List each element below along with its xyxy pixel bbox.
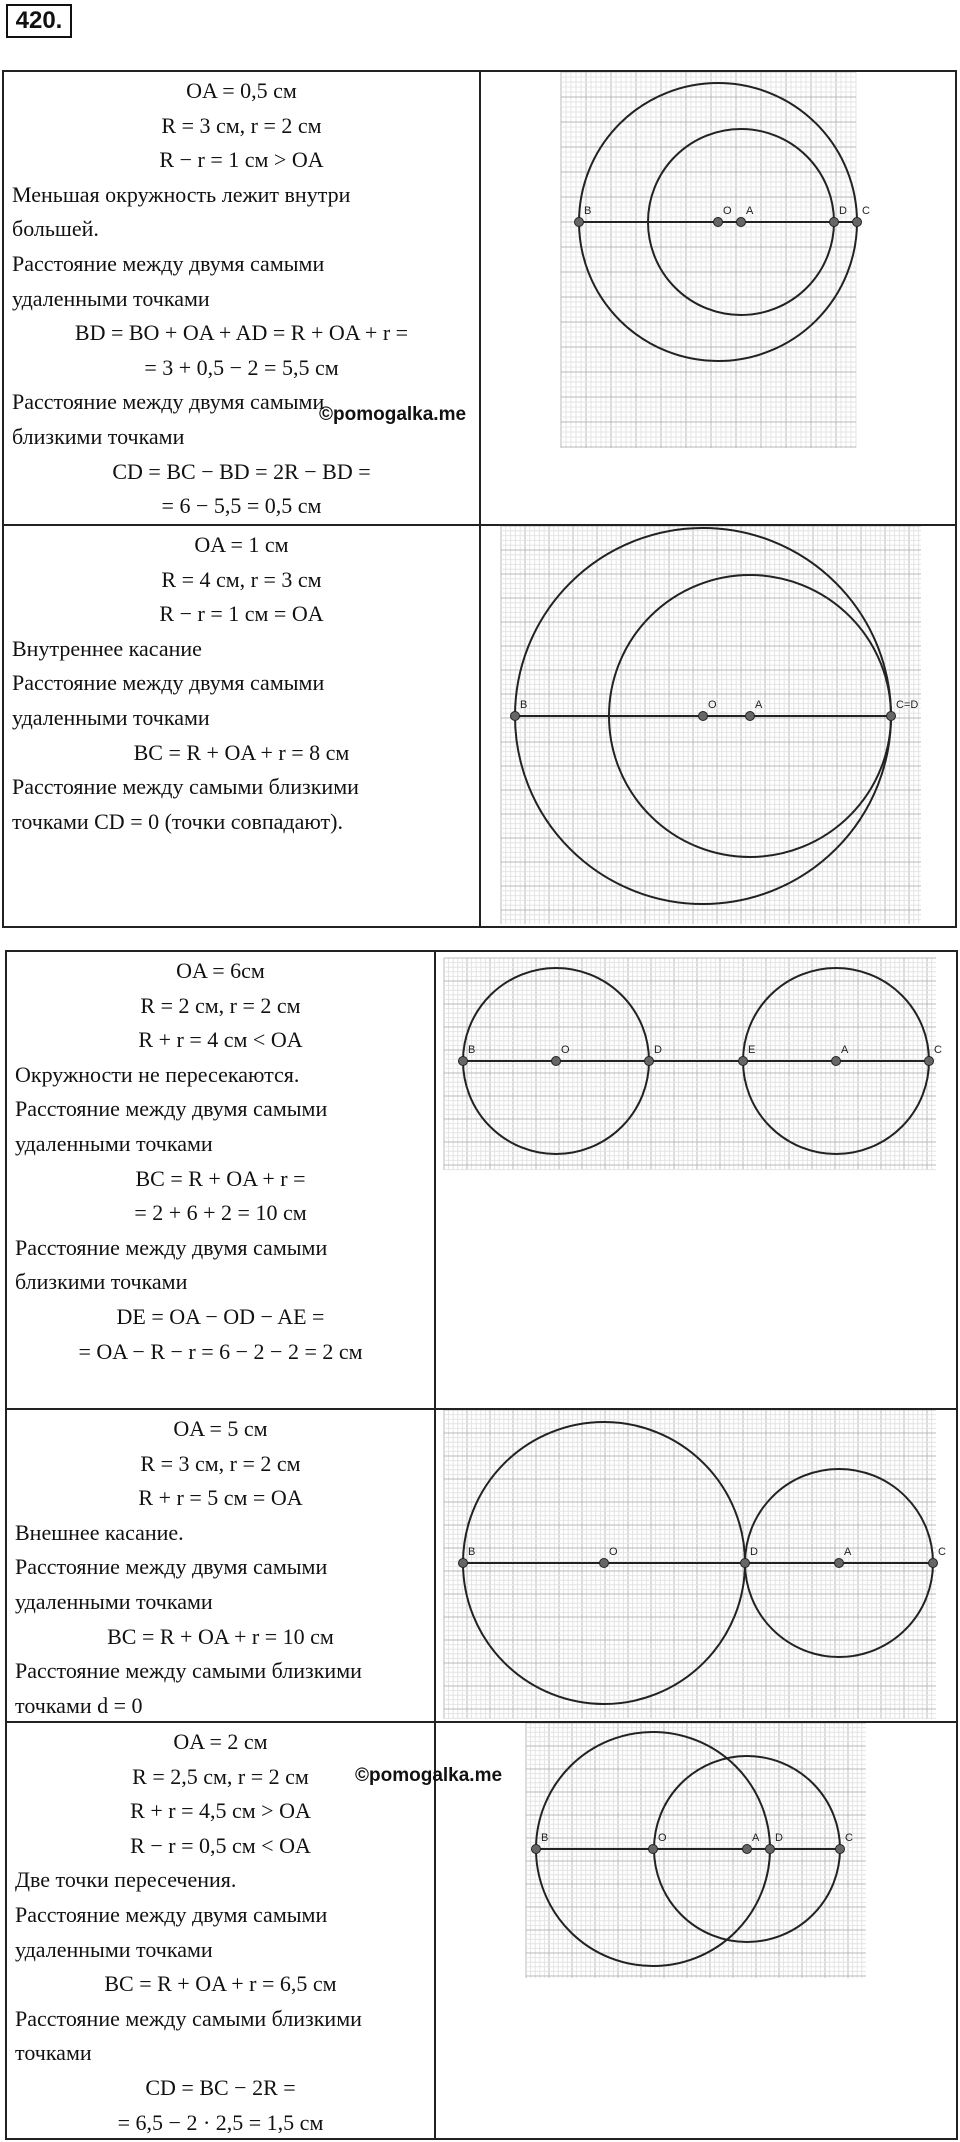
formula-line: R − r = 0,5 см < OA <box>130 1832 311 1858</box>
formula-line: R − r = 1 см = OA <box>159 601 324 627</box>
text-line: Меньшая окружность лежит внутри <box>12 181 351 207</box>
point-label: E <box>748 1044 756 1056</box>
point-label: O <box>708 699 717 711</box>
task-number: 420. <box>6 4 72 38</box>
table-2 <box>5 950 958 2140</box>
text-line: Расстояние между двумя самыми <box>15 1554 328 1580</box>
formula-line: = 6,5 − 2 · 2,5 = 1,5 см <box>117 2109 324 2135</box>
point-marker <box>552 1057 561 1066</box>
table-1 <box>2 70 957 928</box>
formula-line: OA = 5 см <box>173 1416 268 1441</box>
point-label: C=D <box>896 699 919 711</box>
formula-line: BC = R + OA + r = <box>135 1165 306 1191</box>
point-label: B <box>584 205 592 217</box>
case-2-drawing <box>481 526 955 926</box>
case-2-lines <box>12 528 471 839</box>
point-label: D <box>750 1546 758 1558</box>
point-label: B <box>468 1546 476 1558</box>
formula-line: CD = BC − 2R = <box>145 2074 296 2100</box>
grid <box>501 526 921 924</box>
case-4-drawing <box>436 1410 956 1721</box>
case-row-2 <box>4 524 955 926</box>
case-3-lines <box>15 954 426 1369</box>
text-line: Расстояние между двумя самыми <box>15 1901 328 1927</box>
point-marker <box>714 218 723 227</box>
point-marker <box>741 1559 750 1568</box>
formula-line: CD = BC − BD = 2R − BD = <box>112 458 371 484</box>
text-line: Внутреннее касание <box>12 635 202 661</box>
formula-line: = 6 − 5,5 = 0,5 см <box>161 493 322 519</box>
text-line: точками <box>15 2040 92 2066</box>
text-line: Окружности не пересекаются. <box>15 1061 300 1087</box>
point-label: C <box>938 1546 946 1558</box>
case-row-1 <box>4 72 955 524</box>
formula-line: OA = 6см <box>176 958 265 983</box>
point-marker <box>459 1559 468 1568</box>
text-line: близкими точками <box>12 423 185 449</box>
case-2-figure <box>481 526 955 926</box>
case-1-lines <box>12 74 471 524</box>
formula-line: OA = 1 см <box>194 532 289 557</box>
formula-line: R = 3 см, r = 2 см <box>140 1450 301 1476</box>
case-5-drawing <box>436 1723 956 2138</box>
point-marker <box>746 712 755 721</box>
point-label: D <box>775 1832 783 1844</box>
case-row-3 <box>7 952 956 1408</box>
case-row-5 <box>7 1721 956 2138</box>
formula-line: DE = OA − OD − AE = <box>116 1303 325 1329</box>
formula-line: BC = R + OA + r = 6,5 см <box>104 1971 337 1997</box>
point-marker <box>766 1845 775 1854</box>
text-line: Расстояние между самыми близкими <box>15 2005 362 2031</box>
point-marker <box>830 218 839 227</box>
text-line: Расстояние между самыми близкими <box>12 774 359 800</box>
text-line: Расстояние между самыми близкими <box>15 1658 362 1684</box>
formula-line: R + r = 4,5 см > OA <box>130 1798 311 1824</box>
point-label: D <box>654 1044 662 1056</box>
point-label: B <box>520 699 528 711</box>
case-2-text <box>4 526 481 926</box>
watermark: ©pomogalka.me <box>355 1765 503 1786</box>
text-line: удаленными точками <box>15 1130 213 1156</box>
case-row-4 <box>7 1408 956 1721</box>
point-marker <box>929 1559 938 1568</box>
point-label: O <box>723 205 732 217</box>
text-line: Расстояние между двумя самыми <box>15 1234 328 1260</box>
text-line: удаленными точками <box>12 704 210 730</box>
case-4-lines <box>15 1412 426 1723</box>
text-line: точками d = 0 <box>15 1692 143 1718</box>
point-marker <box>649 1845 658 1854</box>
case-4-figure <box>436 1410 956 1721</box>
point-marker <box>836 1845 845 1854</box>
formula-line: BC = R + OA + r = 8 см <box>133 739 350 765</box>
point-label: O <box>561 1044 570 1056</box>
point-marker <box>645 1057 654 1066</box>
text-line: точками CD = 0 (точки совпадают). <box>12 808 343 834</box>
point-marker <box>743 1845 752 1854</box>
point-marker <box>699 712 708 721</box>
formula-line: = 2 + 6 + 2 = 10 см <box>134 1200 307 1226</box>
point-marker <box>575 218 584 227</box>
point-marker <box>832 1057 841 1066</box>
point-label: A <box>746 205 754 217</box>
formula-line: R + r = 5 см = OA <box>138 1485 303 1511</box>
formula-line: = 3 + 0,5 − 2 = 5,5 см <box>144 354 339 380</box>
text-line: Расстояние между двумя самыми <box>12 389 325 415</box>
point-label: C <box>934 1044 942 1056</box>
case-4-text <box>7 1410 436 1721</box>
case-1-text <box>4 72 481 524</box>
point-marker <box>925 1057 934 1066</box>
case-5-lines <box>15 1725 426 2140</box>
point-marker <box>853 218 862 227</box>
formula-line: R = 4 см, r = 3 см <box>161 566 322 592</box>
grid <box>561 72 856 448</box>
text-line: удаленными точками <box>15 1936 213 1962</box>
formula-line: R − r = 1 см > OA <box>159 147 324 173</box>
point-marker <box>459 1057 468 1066</box>
point-marker <box>532 1845 541 1854</box>
point-label: O <box>609 1546 618 1558</box>
case-3-text <box>7 952 436 1408</box>
formula-line: R = 2 см, r = 2 см <box>140 992 301 1018</box>
point-label: A <box>841 1044 849 1056</box>
case-5-figure <box>355 1723 956 2138</box>
watermark: ©pomogalka.me <box>319 404 467 425</box>
text-line: близкими точками <box>15 1269 188 1295</box>
text-line: удаленными точками <box>15 1588 213 1614</box>
case-3-figure <box>436 952 956 1408</box>
text-line: Две точки пересечения. <box>15 1867 237 1893</box>
case-3-drawing <box>436 952 956 1408</box>
text-line: большей. <box>12 216 99 242</box>
point-label: B <box>541 1832 549 1844</box>
text-line: Расстояние между двумя самыми <box>12 670 325 696</box>
point-label: C <box>862 205 870 217</box>
point-label: O <box>658 1832 667 1844</box>
point-marker <box>739 1057 748 1066</box>
point-label: A <box>755 699 763 711</box>
text-line: Расстояние между двумя самыми <box>15 1096 328 1122</box>
point-marker <box>737 218 746 227</box>
case-1-figure <box>319 72 955 524</box>
point-label: C <box>845 1832 853 1844</box>
point-label: A <box>752 1832 760 1844</box>
point-marker <box>887 712 896 721</box>
point-marker <box>600 1559 609 1568</box>
text-line: Внешнее касание. <box>15 1519 184 1545</box>
formula-line: R + r = 4 см < OA <box>138 1027 303 1053</box>
grid <box>444 958 936 1170</box>
grid <box>444 1410 936 1719</box>
text-line: удаленными точками <box>12 285 210 311</box>
point-label: D <box>839 205 847 217</box>
formula-line: R = 2,5 см, r = 2 см <box>132 1763 309 1789</box>
points <box>511 699 919 721</box>
formula-line: BC = R + OA + r = 10 см <box>107 1623 334 1649</box>
formula-line: R = 3 см, r = 2 см <box>161 112 322 138</box>
point-marker <box>511 712 520 721</box>
formula-line: BD = BO + OA + AD = R + OA + r = <box>74 320 409 346</box>
case-1-drawing <box>481 72 955 524</box>
text-line: Расстояние между двумя самыми <box>12 250 325 276</box>
point-label: B <box>468 1044 476 1056</box>
formula-line: = OA − R − r = 6 − 2 − 2 = 2 см <box>78 1338 363 1364</box>
formula-line: OA = 2 см <box>173 1729 268 1754</box>
formula-line: OA = 0,5 см <box>186 78 297 103</box>
point-label: A <box>844 1546 852 1558</box>
point-marker <box>835 1559 844 1568</box>
